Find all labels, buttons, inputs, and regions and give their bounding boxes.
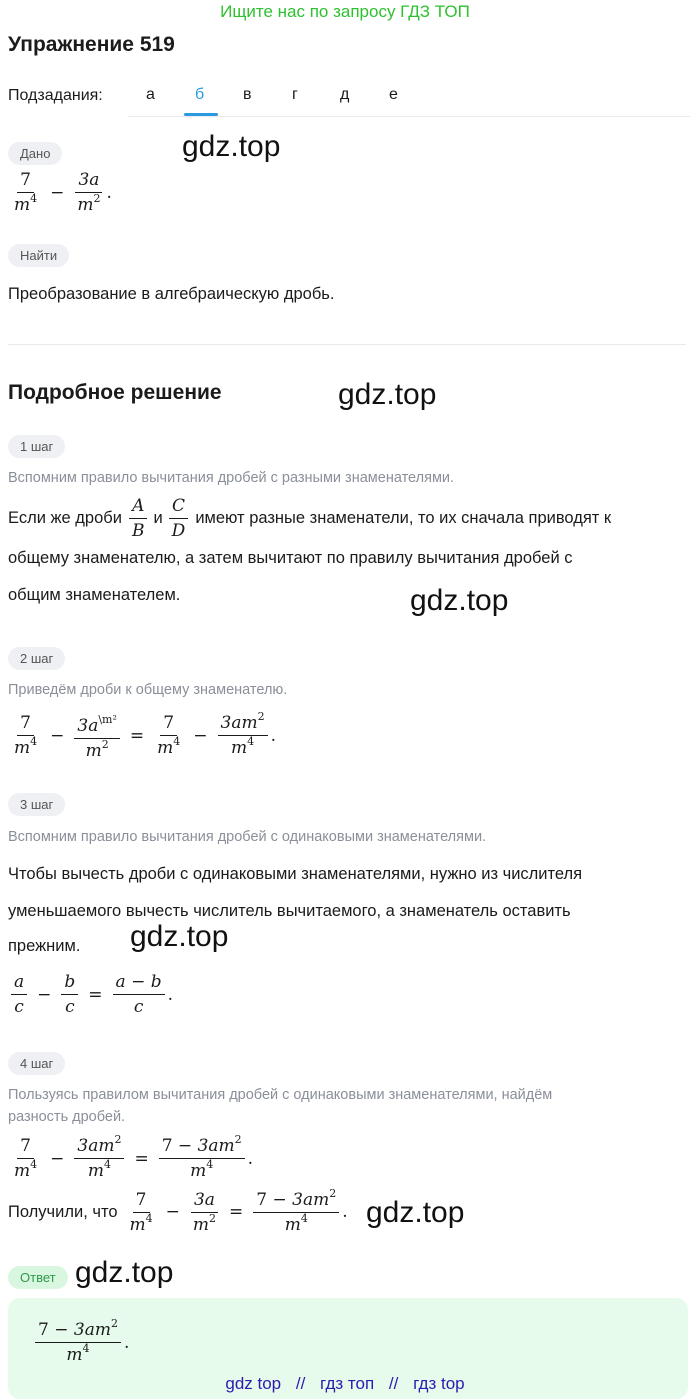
footer-link-3[interactable]: гдз top <box>413 1374 465 1393</box>
watermark: gdz.top <box>130 920 229 953</box>
watermark: gdz.top <box>182 130 281 163</box>
tab-g[interactable]: г <box>292 86 298 103</box>
s2-den2-exp: 2 <box>101 738 109 751</box>
given-pill: Дано <box>8 142 62 165</box>
tab-e[interactable]: е <box>389 86 398 103</box>
answer-expression: $\frac{7 - 3am^2}{m^4}$ . <box>32 1320 129 1365</box>
step2-pill: 2 шаг <box>8 647 65 670</box>
watermark: gdz.top <box>75 1256 174 1289</box>
tab-v[interactable]: в <box>243 86 252 103</box>
minus-sign: − <box>50 182 65 203</box>
period: . <box>270 725 276 746</box>
find-pill: Найти <box>8 244 69 267</box>
tab-a[interactable]: а <box>146 86 155 103</box>
divider <box>8 344 686 345</box>
given-den2: m <box>77 195 94 215</box>
step4-hint-line1: Пользуясь правилом вычитания дробей с одинаковыми знаменателями, найдём <box>8 1087 553 1103</box>
given-den1: m <box>14 195 31 215</box>
minus-sign: − <box>193 725 208 746</box>
watermark: gdz.top <box>338 378 437 411</box>
period: . <box>106 182 112 203</box>
given-den2-exp: 2 <box>93 192 101 205</box>
frac-c-num: C <box>171 496 185 516</box>
active-tab-indicator <box>184 113 218 116</box>
step1-pre: Если же дроби <box>8 509 122 527</box>
footer-links <box>0 1374 690 1394</box>
tab-b[interactable]: б <box>195 86 205 103</box>
subtasks-label: Подзадания: <box>8 87 103 104</box>
watermark: gdz.top <box>366 1196 465 1229</box>
step3-rule: $\frac{a}{c}$ − $\frac{b}{c}$ = $\frac{a - b}{c}$ . <box>8 972 173 1017</box>
step1-and: и <box>153 509 163 527</box>
subtasks-tabs <box>128 76 690 117</box>
step2-expression: $\frac{7}{m^4}$ − $\frac{3a^{\backslash m^2}}{m^2}$ = $\frac{7}{m^4}$ − $\frac{3am^2}{m^4}$ . <box>14 710 276 761</box>
step4-result-prefix: Получили, что <box>8 1203 118 1221</box>
s2-den1: m <box>14 738 31 758</box>
tab-d[interactable]: д <box>340 86 350 103</box>
top-banner[interactable]: Ищите нас по запросу ГДЗ ТОП <box>220 2 470 21</box>
step4-expression: $\frac{7}{m^4}$ − $\frac{3am^2}{m^4}$ = $\frac{7 - 3am^2}{m^4}$ . <box>14 1133 254 1181</box>
minus-sign: − <box>50 725 65 746</box>
step3-line3: прежним. <box>8 937 81 955</box>
step3-pill: 3 шаг <box>8 793 65 816</box>
step3-line1: Чтобы вычесть дроби с одинаковыми знаменателями, нужно из числителя <box>8 865 583 883</box>
s2-multiplier: \m² <box>98 713 117 726</box>
step3-line2: уменьшаемого вычесть числитель вычитаемого, а знаменатель оставить <box>8 902 571 920</box>
given-num1: 7 <box>17 170 34 193</box>
step1-hint: Вспомним правило вычитания дробей с разными знаменателями. <box>8 470 455 486</box>
step4-hint-line2: разность дробей. <box>8 1109 126 1125</box>
watermark: gdz.top <box>410 584 509 617</box>
step1-line3: общим знаменателем. <box>8 586 181 604</box>
frac-a-den: B <box>131 521 145 541</box>
frac-a-num: A <box>132 496 145 516</box>
s2-num2: 3a <box>77 716 99 736</box>
step2-hint: Приведём дроби к общему знаменателю. <box>8 682 288 698</box>
s2-num3: 7 <box>160 713 177 736</box>
find-text: Преобразование в алгебраическую дробь. <box>8 285 335 303</box>
solution-title: Подробное решение <box>8 381 222 404</box>
given-den1-exp: 4 <box>30 192 38 205</box>
footer-link-1[interactable]: gdz top <box>225 1374 282 1393</box>
step1-line2: общему знаменателю, а затем вычитают по правилу вычитания дробей с <box>8 549 573 567</box>
given-num2: 3a <box>78 170 100 190</box>
s2-den2: m <box>85 741 102 761</box>
page-title: Упражнение 519 <box>8 33 175 56</box>
footer-link-2[interactable]: гдз топ <box>320 1374 375 1393</box>
footer-sep: // <box>295 1374 306 1393</box>
step1-pill: 1 шаг <box>8 435 65 458</box>
step1-line1-rest: имеют разные знаменатели, то их сначала приводят к <box>195 509 612 527</box>
answer-pill: Ответ <box>8 1266 68 1289</box>
equals-sign: = <box>129 725 145 746</box>
step1-line1 <box>8 496 611 541</box>
given-expression <box>8 170 112 215</box>
s2-num1: 7 <box>17 713 34 736</box>
frac-c-den: D <box>171 521 186 541</box>
s2-den1-exp: 4 <box>30 735 38 748</box>
footer-sep: // <box>388 1374 399 1393</box>
step4-result: Получили, что $\frac{7}{m^4}$ − $\frac{3a}{m^2}$ = $\frac{7 - 3am^2}{m^4}$ . <box>8 1187 348 1235</box>
step3-hint: Вспомним правило вычитания дробей с одинаковыми знаменателями. <box>8 829 487 845</box>
step4-pill: 4 шаг <box>8 1052 65 1075</box>
